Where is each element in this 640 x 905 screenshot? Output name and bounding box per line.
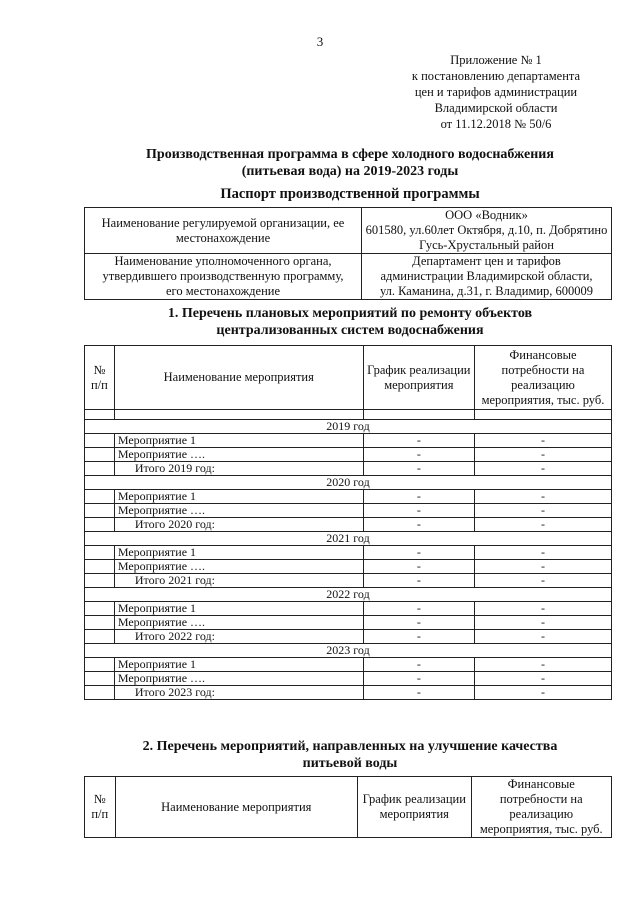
appendix-line: цен и тарифов администрации	[414, 85, 578, 99]
document-title-line2: (питьевая вода) на 2019-2023 годы	[241, 164, 459, 179]
appendix-line: к постановлению департамента	[411, 69, 581, 83]
year-label: 2021 год	[85, 532, 612, 546]
table-row	[85, 658, 612, 672]
event-name: Мероприятие ….	[114, 616, 363, 630]
passport-label-line: местонахождение	[175, 230, 271, 245]
total-finance: -	[474, 686, 611, 700]
year-label: 2020 год	[85, 476, 612, 490]
passport-row-authority	[85, 254, 612, 300]
passport-value-line: ул. Каманина, д.31, г. Владимир, 600009	[379, 284, 594, 298]
event-name: Мероприятие ….	[114, 672, 363, 686]
event-schedule: -	[363, 448, 474, 462]
row-number	[85, 546, 115, 560]
section1-table-body	[85, 410, 612, 700]
header-num: № п/п	[85, 777, 116, 838]
header-schedule: График реализации мероприятия	[358, 777, 471, 838]
total-finance: -	[474, 574, 611, 588]
event-name: Мероприятие 1	[114, 490, 363, 504]
event-finance: -	[474, 434, 611, 448]
table-row	[85, 504, 612, 518]
total-label: Итого 2022 год:	[114, 630, 363, 644]
passport-value-line: 601580, ул.60лет Октября, д.10, п. Добрятино	[365, 223, 608, 237]
section1-table	[84, 345, 612, 700]
empty-cell	[474, 410, 611, 420]
total-row	[85, 462, 612, 476]
passport-label-organization	[85, 208, 362, 254]
table-row	[85, 560, 612, 574]
event-schedule: -	[363, 504, 474, 518]
row-number	[85, 616, 115, 630]
row-number	[85, 602, 115, 616]
total-schedule: -	[363, 462, 474, 476]
total-label: Итого 2020 год:	[114, 518, 363, 532]
passport-row-organization	[85, 208, 612, 254]
appendix-line: Владимирской области	[434, 101, 558, 115]
year-label: 2019 год	[85, 420, 612, 434]
event-name: Мероприятие 1	[114, 434, 363, 448]
event-schedule: -	[363, 616, 474, 630]
event-schedule: -	[363, 672, 474, 686]
header-finance: Финансовые потребности на реализацию мероприятия, тыс. руб.	[471, 777, 612, 838]
table-header-row	[85, 346, 612, 410]
appendix-line: Приложение № 1	[450, 53, 542, 67]
row-number	[85, 630, 115, 644]
header-name: Наименование мероприятия	[115, 777, 358, 838]
empty-cell	[114, 410, 363, 420]
row-number	[85, 490, 115, 504]
row-number	[85, 574, 115, 588]
year-row	[85, 644, 612, 658]
passport-value-line: ООО «Водник»	[445, 208, 528, 222]
passport-value-line: Гусь-Хрустальный район	[419, 238, 554, 252]
row-number	[85, 686, 115, 700]
header-name: Наименование мероприятия	[114, 346, 363, 410]
page-number: 3	[316, 34, 324, 49]
table-row	[85, 546, 612, 560]
passport-label-line: утвердившего производственную программу,	[102, 269, 344, 283]
section1-heading	[80, 305, 620, 339]
section2-table	[84, 776, 612, 838]
section2-heading-line1: 2. Перечень мероприятий, направленных на улучшение качества	[142, 739, 558, 754]
event-finance: -	[474, 672, 611, 686]
total-label: Итого 2023 год:	[114, 686, 363, 700]
document-title	[80, 146, 620, 180]
event-name: Мероприятие ….	[114, 560, 363, 574]
total-finance: -	[474, 518, 611, 532]
year-row	[85, 532, 612, 546]
empty-row	[85, 410, 612, 420]
event-finance: -	[474, 658, 611, 672]
event-finance: -	[474, 504, 611, 518]
event-name: Мероприятие 1	[114, 546, 363, 560]
event-finance: -	[474, 560, 611, 574]
event-finance: -	[474, 546, 611, 560]
event-name: Мероприятие ….	[114, 448, 363, 462]
total-finance: -	[474, 462, 611, 476]
section2-heading-line2: питьевой воды	[302, 756, 398, 771]
row-number	[85, 462, 115, 476]
passport-heading: Паспорт производственной программы	[220, 186, 480, 202]
section1-heading-line1: 1. Перечень плановых мероприятий по ремонту объектов	[167, 306, 533, 321]
row-number	[85, 560, 115, 574]
header-schedule: График реализации мероприятия	[363, 346, 474, 410]
event-finance: -	[474, 490, 611, 504]
empty-cell	[85, 410, 115, 420]
section1-heading-line2: централизованных систем водоснабжения	[216, 323, 484, 338]
event-finance: -	[474, 602, 611, 616]
table-row	[85, 672, 612, 686]
year-label: 2022 год	[85, 588, 612, 602]
empty-cell	[363, 410, 474, 420]
passport-value-line: Департамент цен и тарифов	[412, 254, 561, 268]
table-row	[85, 448, 612, 462]
event-finance: -	[474, 616, 611, 630]
total-schedule: -	[363, 574, 474, 588]
event-name: Мероприятие 1	[114, 602, 363, 616]
appendix-block	[386, 52, 606, 132]
event-schedule: -	[363, 546, 474, 560]
total-row	[85, 518, 612, 532]
year-row	[85, 420, 612, 434]
row-number	[85, 518, 115, 532]
total-row	[85, 630, 612, 644]
row-number	[85, 448, 115, 462]
event-schedule: -	[363, 490, 474, 504]
total-label: Итого 2021 год:	[114, 574, 363, 588]
passport-table	[84, 207, 612, 300]
event-name: Мероприятие ….	[114, 504, 363, 518]
row-number	[85, 434, 115, 448]
row-number	[85, 672, 115, 686]
year-row	[85, 588, 612, 602]
table-row	[85, 602, 612, 616]
passport-label-line: Наименование уполномоченного органа,	[114, 254, 332, 268]
year-label: 2023 год	[85, 644, 612, 658]
header-num: № п/п	[85, 346, 115, 410]
total-row	[85, 686, 612, 700]
total-schedule: -	[363, 518, 474, 532]
table-header-row	[85, 777, 612, 838]
passport-label-line: его местонахождение	[165, 284, 281, 298]
passport-label-line: Наименование регулируемой организации, ее	[101, 215, 345, 230]
header-finance: Финансовые потребности на реализацию мероприятия, тыс. руб.	[474, 346, 611, 410]
passport-label-authority	[85, 254, 362, 300]
section2-heading	[80, 738, 620, 772]
total-schedule: -	[363, 686, 474, 700]
total-row	[85, 574, 612, 588]
row-number	[85, 658, 115, 672]
event-schedule: -	[363, 434, 474, 448]
total-finance: -	[474, 630, 611, 644]
table-row	[85, 434, 612, 448]
year-row	[85, 476, 612, 490]
appendix-line: от 11.12.2018 № 50/6	[440, 117, 552, 131]
event-schedule: -	[363, 602, 474, 616]
passport-value-authority	[362, 254, 612, 300]
event-schedule: -	[363, 658, 474, 672]
event-name: Мероприятие 1	[114, 658, 363, 672]
row-number	[85, 504, 115, 518]
document-title-line1: Производственная программа в сфере холодного водоснабжения	[146, 147, 554, 162]
event-finance: -	[474, 448, 611, 462]
event-schedule: -	[363, 560, 474, 574]
table-row	[85, 616, 612, 630]
passport-value-line: администрации Владимирской области,	[380, 269, 593, 283]
total-label: Итого 2019 год:	[114, 462, 363, 476]
passport-value-organization	[362, 208, 612, 254]
total-schedule: -	[363, 630, 474, 644]
table-row	[85, 490, 612, 504]
